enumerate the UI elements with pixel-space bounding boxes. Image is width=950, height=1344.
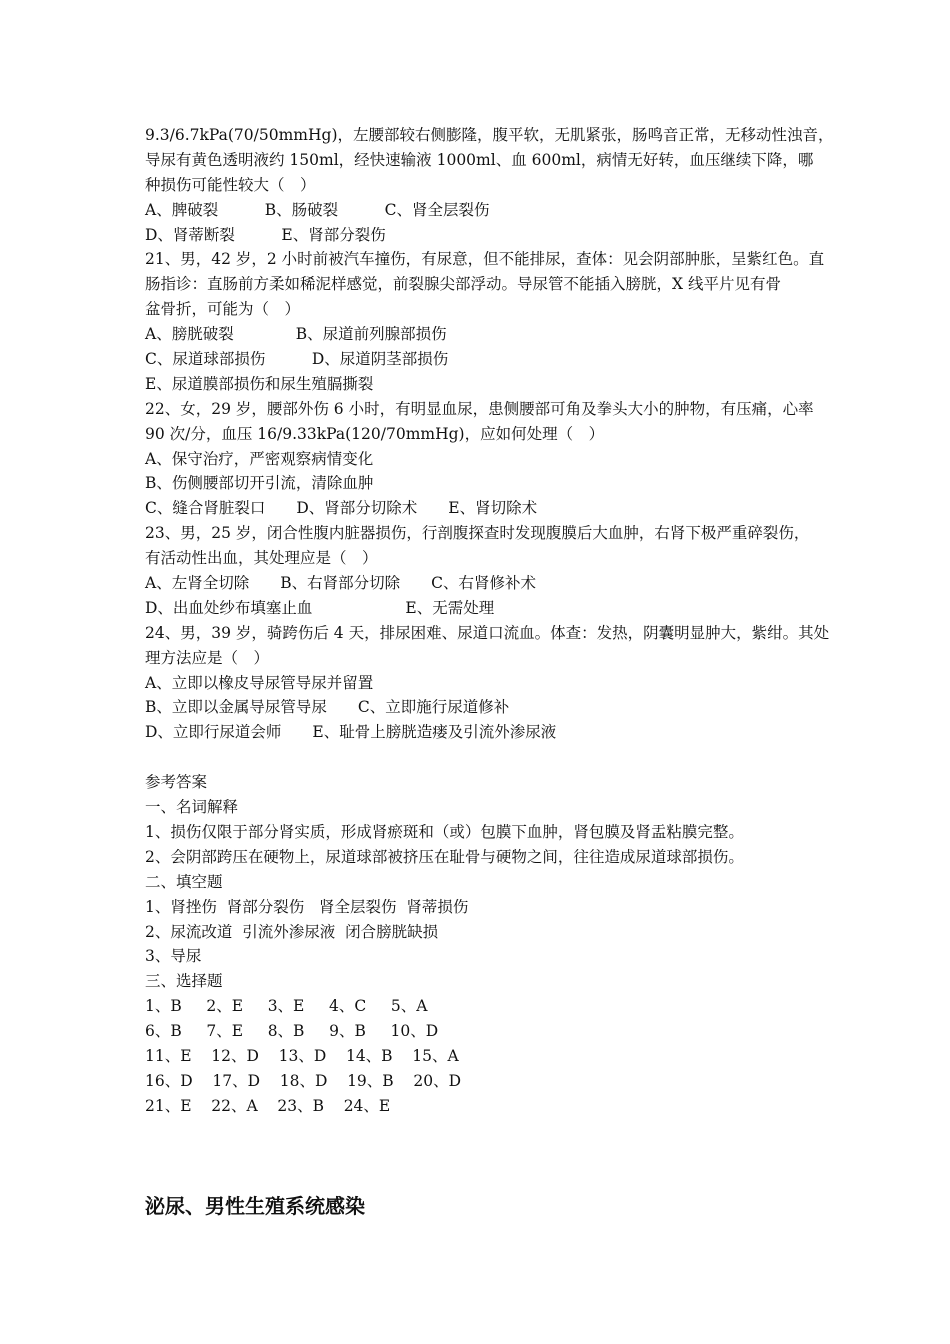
answer-row: 1、B 2、E 3、E 4、C 5、A (145, 997, 428, 1016)
text-line: 有活动性出血，其处理应是（ ） (145, 549, 378, 568)
text-line: B、立即以金属导尿管导尿 C、立即施行尿道修补 (145, 698, 510, 717)
text-line: 1、损伤仅限于部分肾实质，形成肾瘀斑和（或）包膜下血肿，肾包膜及肾盂粘膜完整。 (145, 822, 744, 841)
text-line: 导尿有黄色透明液约 150ml，经快速输液 1000ml、血 600ml，病情无好转，血压继续下降，哪 (145, 150, 814, 169)
chapter-title: 泌尿、男性生殖系统感染 (145, 1194, 365, 1218)
text-line: 9.3/6.7kPa(70/50mmHg)，左腰部较右侧膨隆，腹平软，无肌紧张，肠鸣音正常，无移动性浊音， (145, 126, 834, 144)
answers-heading: 参考答案 (145, 773, 208, 792)
text-line: A、立即以橡皮导尿管导尿并留置 (145, 673, 374, 692)
text-line: 90 次/分，血压 16/9.33kPa(120/70mmHg)，应如何处理（ ） (145, 424, 605, 443)
section-heading: 一、名词解释 (145, 798, 239, 817)
text-line: 21、男，42 岁，2 小时前被汽车撞伤，有尿意，但不能排尿，查体：见会阴部肿胀，呈紫红色。直 (145, 250, 825, 269)
text-line: A、膀胱破裂 B、尿道前列腺部损伤 (145, 325, 447, 344)
text-line: D、出血处纱布填塞止血 E、无需处理 (145, 598, 495, 617)
text-line: 理方法应是（ ） (145, 648, 270, 667)
text-line: A、左肾全切除 B、右肾部分切除 C、右肾修补术 (145, 574, 536, 593)
answer-row: 11、E 12、D 13、D 14、B 15、A (145, 1046, 459, 1065)
document-body (145, 123, 834, 1119)
text-line: B、伤侧腰部切开引流，清除血肿 (145, 474, 374, 493)
text-line: 1、肾挫伤 肾部分裂伤 肾全层裂伤 肾蒂损伤 (145, 897, 469, 916)
text-line: 肠指诊：直肠前方柔如稀泥样感觉，前裂腺尖部浮动。导尿管不能插入膀胱，X 线平片见有骨 (145, 275, 781, 294)
text-line: 24、男，39 岁，骑跨伤后 4 天，排尿困难、尿道口流血。体查：发热，阴囊明显肿大，紫绀。其处 (145, 623, 830, 642)
text-line: D、肾蒂断裂 E、肾部分裂伤 (145, 225, 386, 244)
text-line: 23、男，25 岁，闭合性腹内脏器损伤，行剖腹探查时发现腹膜后大血肿，右肾下极严重碎裂伤， (145, 524, 810, 543)
section-heading: 二、填空题 (145, 872, 223, 891)
answer-row: 21、E 22、A 23、B 24、E (145, 1096, 391, 1115)
text-line: 2、会阴部跨压在硬物上，尿道球部被挤压在耻骨与硬物之间，往往造成尿道球部损伤。 (145, 847, 744, 866)
text-line: 2、尿流改道 引流外渗尿液 闭合膀胱缺损 (145, 922, 439, 941)
text-line: C、尿道球部损伤 D、尿道阴茎部损伤 (145, 350, 449, 369)
text-line: E、尿道膜部损伤和尿生殖膈撕裂 (145, 374, 374, 393)
blank-line (145, 745, 817, 770)
text-line: A、保守治疗，严密观察病情变化 (145, 449, 374, 468)
text-line: A、脾破裂 B、肠破裂 C、肾全层裂伤 (145, 200, 490, 219)
answer-row: 16、D 17、D 18、D 19、B 20、D (145, 1071, 462, 1090)
text-line: 盆骨折，可能为（ ） (145, 300, 301, 319)
answer-row: 6、B 7、E 8、B 9、B 10、D (145, 1022, 439, 1041)
text-line: 3、导尿 (145, 947, 202, 966)
text-line: 22、女，29 岁，腰部外伤 6 小时，有明显血尿，患侧腰部可角及拳头大小的肿物，有压痛，心率 (145, 399, 814, 418)
section-heading: 三、选择题 (145, 972, 223, 991)
text-line: D、立即行尿道会师 E、耻骨上膀胱造瘘及引流外渗尿液 (145, 723, 557, 742)
text-line: C、缝合肾脏裂口 D、肾部分切除术 E、肾切除术 (145, 499, 538, 518)
text-line: 种损伤可能性较大（ ） (145, 175, 316, 194)
